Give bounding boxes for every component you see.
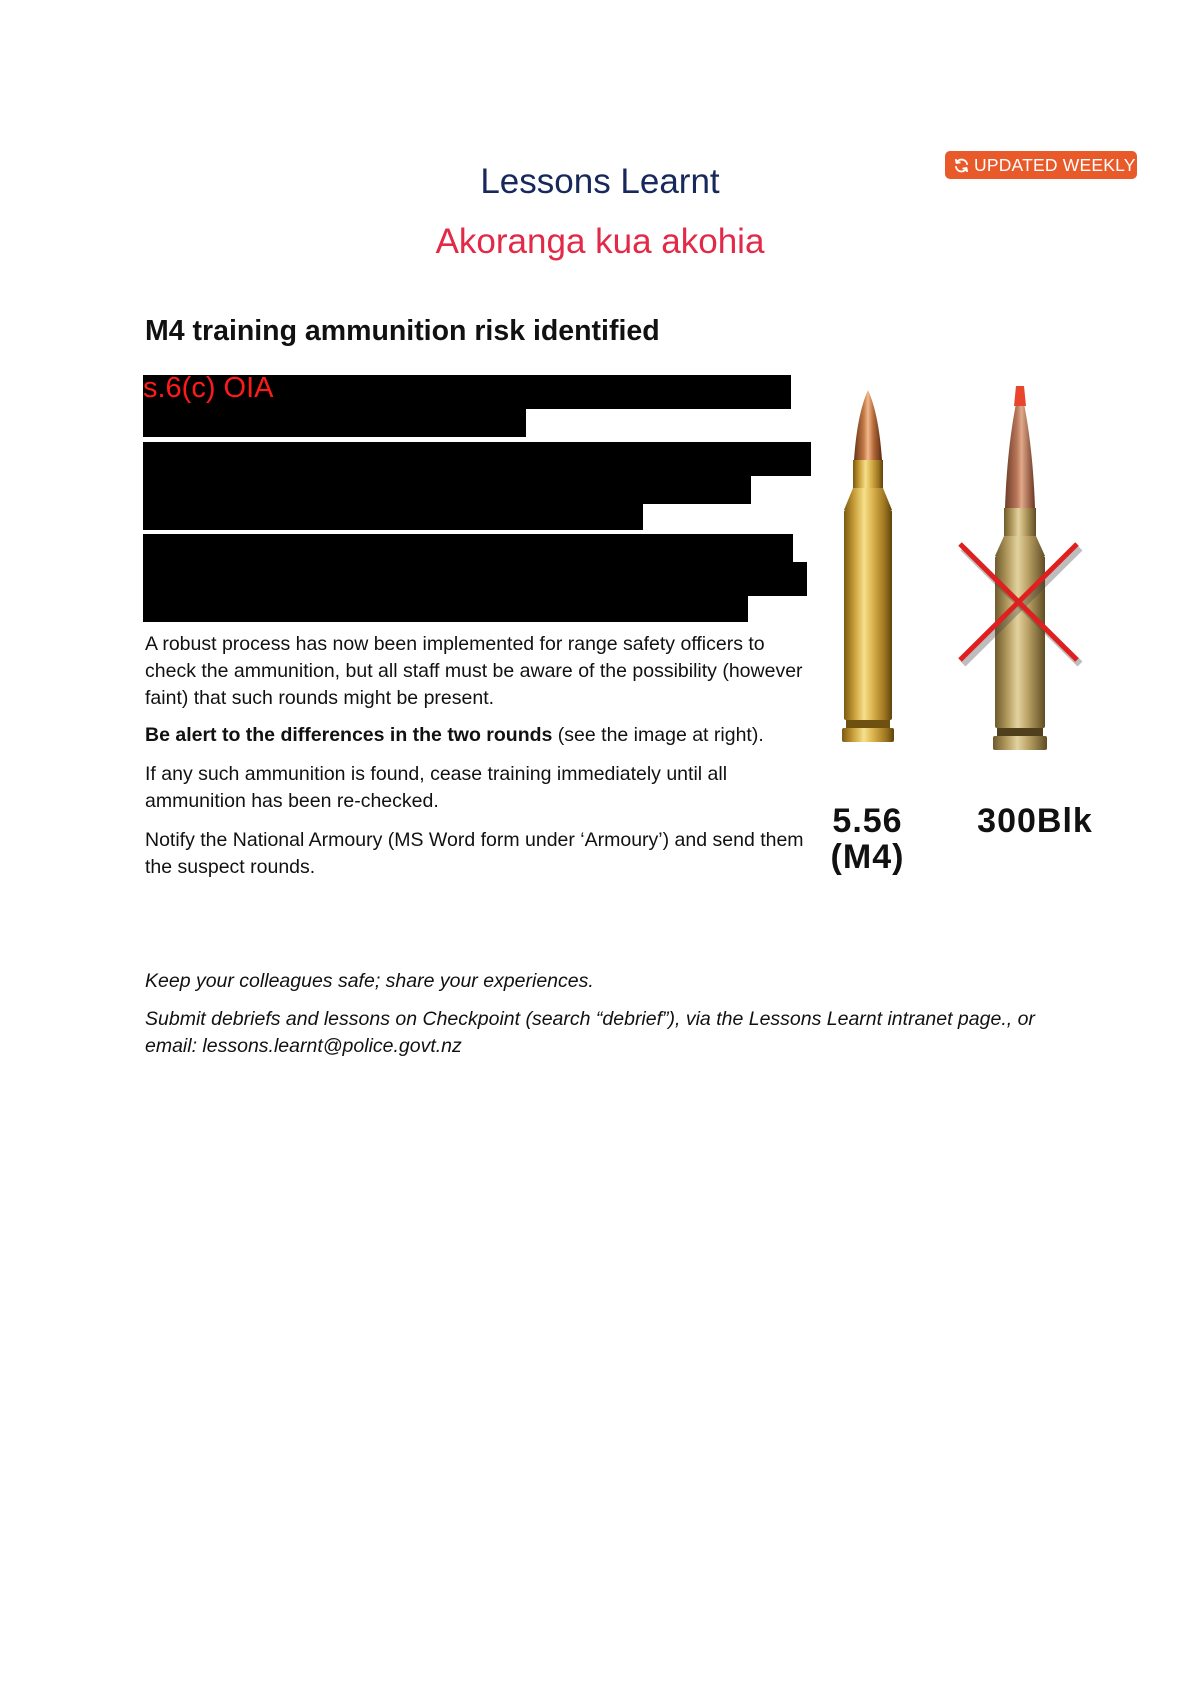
redaction-label: s.6(c) OIA xyxy=(143,372,274,404)
page-title: Lessons Learnt xyxy=(480,162,720,201)
paragraph-cease: If any such ammunition is found, cease training immediately until all ammunition has been re-checked. xyxy=(145,763,728,812)
cartridge-300blk-icon xyxy=(993,385,1047,750)
article-heading: M4 training ammunition risk identified xyxy=(145,315,660,347)
cartridge-comparison-image xyxy=(820,380,1130,810)
paragraph-alert xyxy=(145,722,805,749)
page-subtitle-maori: Akoranga kua akohia xyxy=(435,222,765,261)
badge-label: UPDATED WEEKLY xyxy=(974,155,1136,175)
alert-bold-text: Be alert to the differences in the two rounds xyxy=(145,724,553,746)
cartridge-300blk-label: 300Blk xyxy=(977,802,1093,840)
footer-safety-line: Keep your colleagues safe; share your experiences. xyxy=(145,970,594,992)
footer-submit-line: Submit debriefs and lessons on Checkpoint (search “debrief”), via the Lessons Learnt intranet page., or email: lessons.learnt@police.govt.nz xyxy=(145,1008,1035,1057)
cartridge-556-icon xyxy=(842,390,894,742)
paragraph-process: A robust process has now been implemented for range safety officers to check the ammunition, but all staff must be aware of the possibility (however faint) that such rounds might be present. xyxy=(145,633,803,709)
cartridge-556-label: 5.56 (M4) xyxy=(830,802,905,876)
paragraph-notify: Notify the National Armoury (MS Word form under ‘Armoury’) and send them the suspect rounds. xyxy=(145,829,804,878)
alert-rest-text: (see the image at right). xyxy=(552,724,764,746)
